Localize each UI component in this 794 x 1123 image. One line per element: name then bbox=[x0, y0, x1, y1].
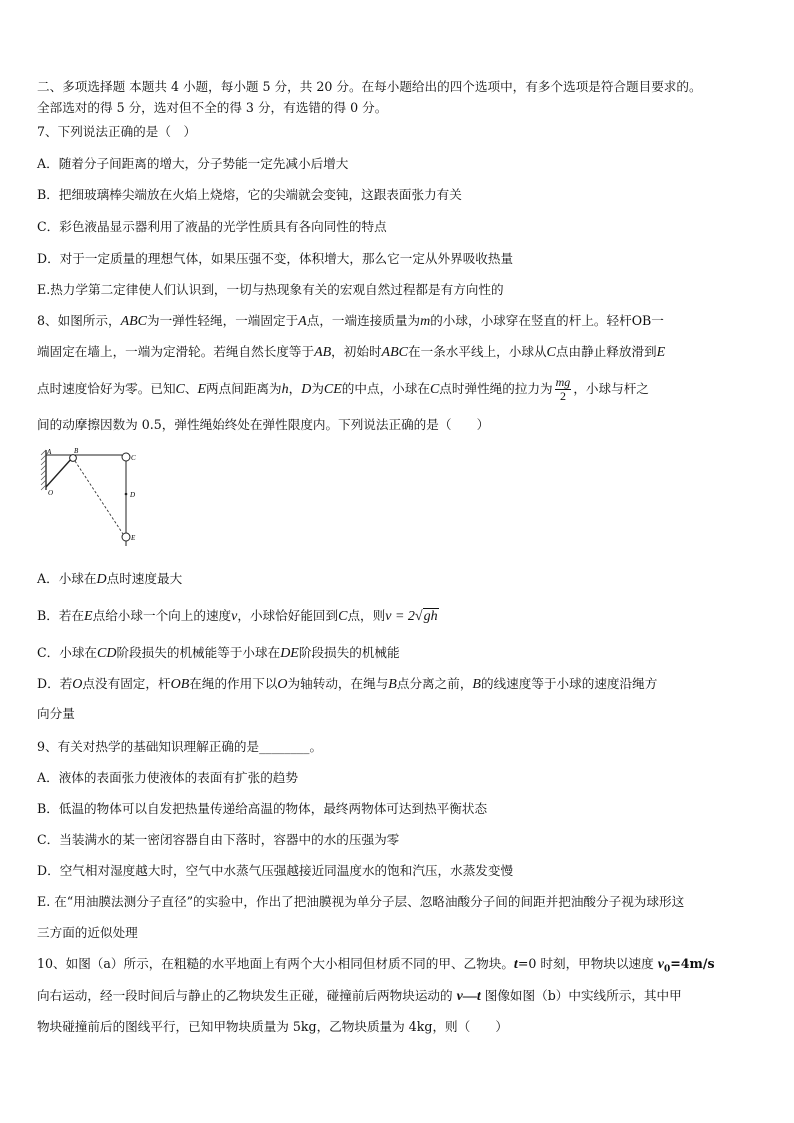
q8-option-b: B．若在E点给小球一个向上的速度v，小球恰好能回到C点，则v = 2√gh bbox=[37, 608, 438, 624]
label-o: O bbox=[48, 489, 54, 497]
q8-option-d-line2: 向分量 bbox=[37, 706, 75, 721]
q9-option-e-line2: 三方面的近似处理 bbox=[37, 925, 138, 940]
q7-option-c: C．彩色液晶显示器利用了液晶的光学性质具有各向同性的特点 bbox=[37, 219, 387, 234]
section-header-line2: 全部选对的得 5 分，选对但不全的得 3 分，有选错的得 0 分。 bbox=[37, 100, 388, 115]
ball-e bbox=[122, 533, 130, 541]
q8-option-c: C．小球在CD阶段损失的机械能等于小球在DE阶段损失的机械能 bbox=[37, 645, 400, 661]
rope-be-dashed bbox=[75, 461, 123, 534]
q9-option-d: D．空气相对湿度越大时，空气中水蒸气压强越接近同温度水的饱和汽压，水蒸发变慢 bbox=[37, 863, 514, 878]
q10-line2: 向右运动，经一段时间后与静止的乙物块发生正碰，碰撞前后两物块运动的 v—t 图像如图（b）中实线所示，其中甲 bbox=[37, 988, 682, 1004]
label-c: C bbox=[131, 454, 136, 462]
q7-option-b: B．把细玻璃棒尖端放在火焰上烧熔，它的尖端就会变钝，这跟表面张力有关 bbox=[37, 187, 462, 202]
q9-option-c: C．当装满水的某一密闭容器自由下落时，容器中的水的压强为零 bbox=[37, 832, 400, 847]
ball-c bbox=[122, 453, 130, 461]
label-a: A bbox=[47, 448, 52, 456]
q8-line2: 端固定在墙上，一端为定滑轮。若绳自然长度等于AB，初始时ABC在一条水平线上，小球从C点由静止释放滑到E bbox=[37, 344, 666, 360]
q8-figure bbox=[40, 446, 150, 554]
q10-line1: 10、如图（a）所示，在粗糙的水平地面上有两个大小相同但材质不同的甲、乙物块。t=0 时刻，甲物块以速度 $v_0=4m/s$ bbox=[37, 956, 715, 975]
q8-option-a: A．小球在D点时速度最大 bbox=[37, 571, 183, 587]
q7-option-e: E.热力学第二定律使人们认识到，一切与热现象有关的宏观自然过程都是有方向性的 bbox=[37, 282, 504, 297]
q8-option-d-line1: D．若O点没有固定，杆OB在绳的作用下以O为轴转动，在绳与B点分离之前，B的线速度等于小球的速度沿绳方 bbox=[37, 676, 658, 692]
section-header-line1: 二、多项选择题 本题共 4 小题，每小题 5 分，共 20 分。在每小题给出的四个选项中，有多个选项是符合题目要求的。 bbox=[37, 79, 702, 94]
sqrt-gh: √gh bbox=[414, 609, 438, 624]
rod-ob bbox=[46, 457, 73, 487]
label-b: B bbox=[74, 447, 79, 455]
q9-option-a: A．液体的表面张力使液体的表面有扩张的趋势 bbox=[37, 770, 298, 785]
q9-stem: 9、有关对热学的基础知识理解正确的是________。 bbox=[37, 739, 323, 754]
label-d: D bbox=[130, 491, 136, 499]
point-d bbox=[125, 493, 128, 496]
q9-option-e-line1: E. 在“用油膜法测分子直径”的实验中，作出了把油膜视为单分子层、忽略油酸分子间的间距并把油酸分子视为球形这 bbox=[37, 894, 685, 909]
q9-option-b: B．低温的物体可以自发把热量传递给高温的物体，最终两物体可达到热平衡状态 bbox=[37, 801, 488, 816]
q7-option-a: A．随着分子间距离的增大，分子势能一定先减小后增大 bbox=[37, 156, 349, 171]
q7-stem: 7、下列说法正确的是（ ） bbox=[37, 124, 197, 139]
q8-line3: 点时速度恰好为零。已知C、E两点间距离为h，D为CE的中点，小球在C点时弹性绳的拉力为 $\frac{mg}{2}$ ，小球与杆之 bbox=[37, 375, 649, 403]
q7-option-d: D．对于一定质量的理想气体，如果压强不变，体积增大，那么它一定从外界吸收热量 bbox=[37, 251, 514, 266]
pulley-b bbox=[70, 455, 77, 462]
q10-line3: 物块碰撞前后的图线平行，已知甲物块质量为 5kg，乙物块质量为 4kg，则（ ） bbox=[37, 1019, 509, 1034]
q8-line4: 间的动摩擦因数为 0.5，弹性绳始终处在弹性限度内。下列说法正确的是（ ） bbox=[37, 417, 490, 432]
q8-line1: 8、如图所示，ABC为一弹性轻绳，一端固定于A点，一端连接质量为m的小球，小球穿在竖直的杆上。轻杆OB一 bbox=[37, 313, 664, 329]
wall-hatching bbox=[41, 450, 46, 490]
label-e: E bbox=[131, 534, 136, 542]
fraction-mg-over-2: $\frac{mg}{2}$ bbox=[555, 375, 571, 403]
